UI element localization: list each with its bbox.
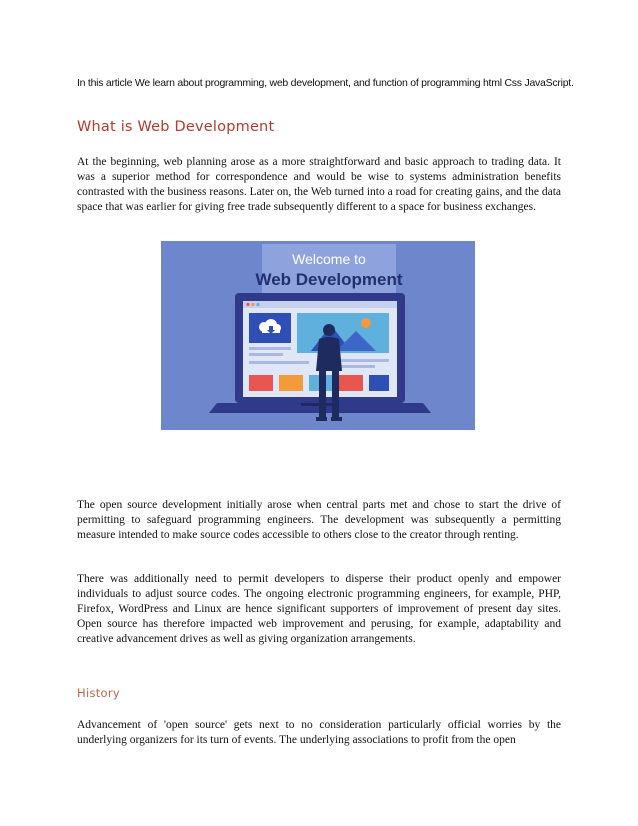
paragraph-web-development: At the beginning, web planning arose as a more straightforward and basic approach to trading data. It was a superior method for correspondence and would be wise to systems administration benefits contrasted with the business reasons. Later on, the Web turned into a road for creating gains, and the data space that was earlier for giving free trade subsequently different to a space for business exchanges.: [77, 156, 561, 213]
section-heading-web-development: What is Web Development: [77, 119, 275, 135]
welcome-web-development-illustration: [161, 241, 475, 430]
paragraph-history: Advancement of 'open source' gets next to no consideration particularly official worries by the underlying organizers for its turn of events. The underlying associations to profit from the open: [77, 719, 561, 746]
paragraph-open-source-1: The open source development initially arose when central parts met and chose to start the drive of permitting to safeguard programming engineers. The development was subsequently a permitting measure intended to make source codes accessible to others close to the creator through renting.: [77, 499, 561, 541]
paragraph-open-source-2: There was additionally need to permit developers to disperse their product openly and empower individuals to adjust source codes. The ongoing electronic programming engineers, for example, PHP, Firefox, WordPress and Linux are hence significant supporters of improvement of present day sites. Open source has therefore impacted web improvement and perusing, for example, adaptability and creative advancement drives as well as giving organization arrangements.: [77, 573, 561, 645]
section-heading-history: History: [77, 686, 121, 700]
intro-text: In this article We learn about programming, web development, and function of programming html Css JavaScript.: [77, 77, 574, 89]
banner-line-2: Web Development: [255, 270, 403, 289]
banner-line-1: Welcome to: [292, 251, 366, 267]
